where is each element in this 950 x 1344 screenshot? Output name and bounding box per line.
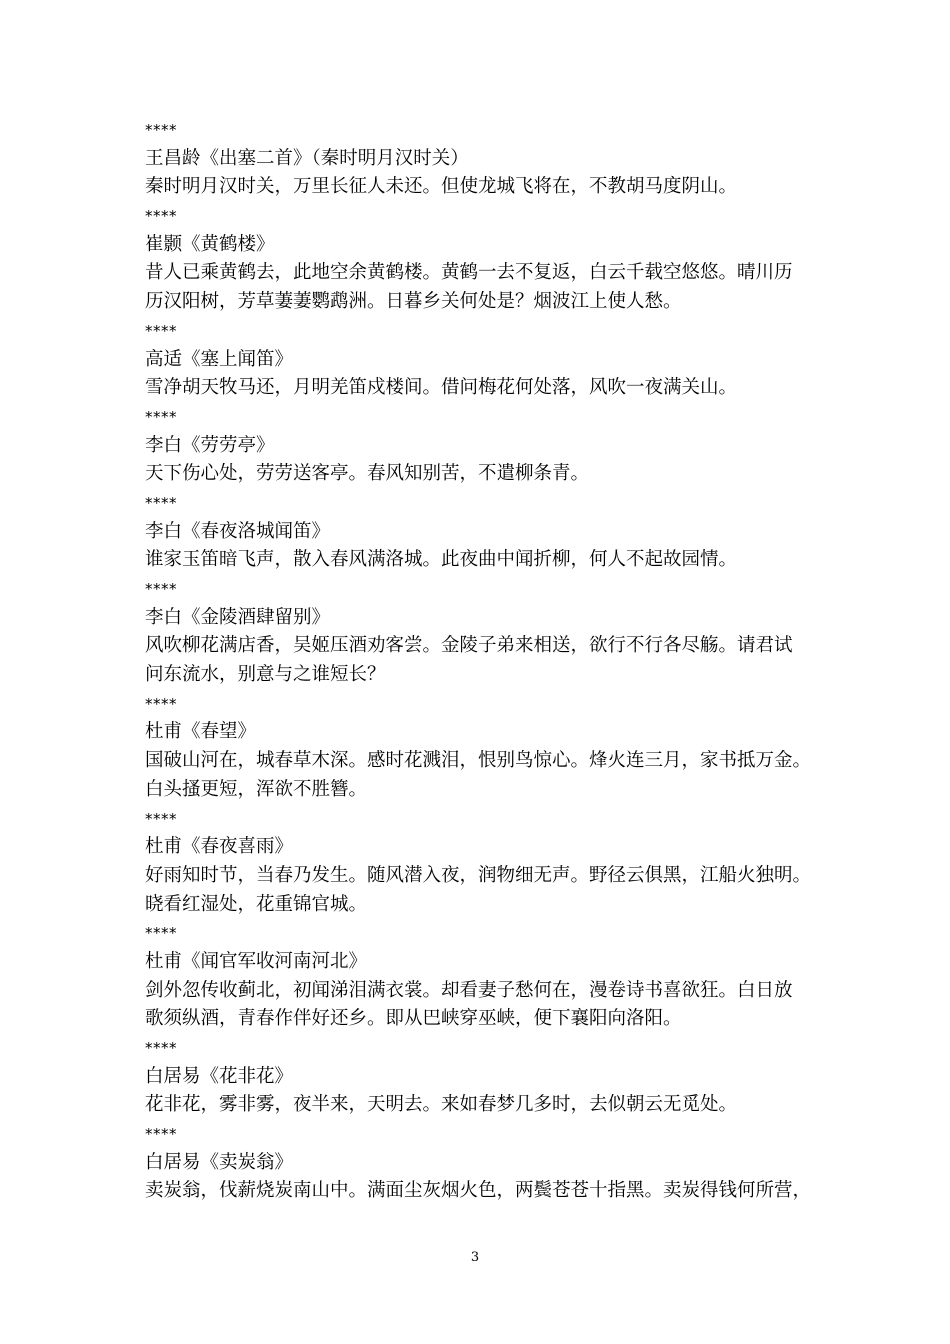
- section-separator: ****: [145, 809, 177, 828]
- poem-title: 王昌龄《出塞二首》（秦时明月汉时关）: [145, 147, 469, 169]
- poem-text-line: 风吹柳花满店香，吴姬压酒劝客尝。金陵子弟来相送，欲行不行各尽觞。请君试: [145, 635, 793, 657]
- section-separator: ****: [145, 924, 177, 943]
- poem-text-line: 好雨知时节，当春乃发生。随风潜入夜，润物细无声。野径云俱黑，江船火独明。: [145, 864, 812, 886]
- poem-title: 杜甫《春望》: [145, 721, 257, 743]
- section-separator: ****: [145, 321, 177, 340]
- poem-text-line: 谁家玉笛暗飞声，散入春风满洛城。此夜曲中闻折柳，何人不起故园情。: [145, 549, 738, 571]
- poem-text-line: 剑外忽传收蓟北，初闻涕泪满衣裳。却看妻子愁何在，漫卷诗书喜欲狂。白日放: [145, 979, 793, 1001]
- poem-text-line: 秦时明月汉时关，万里长征人未还。但使龙城飞将在，不教胡马度阴山。: [145, 176, 738, 198]
- poem-text-line: 历汉阳树，芳草萋萋鹦鹉洲。日暮乡关何处是？烟波江上使人愁。: [145, 291, 682, 313]
- poem-text-line: 问东流水，别意与之谁短长？: [145, 664, 386, 686]
- section-separator: ****: [145, 207, 177, 226]
- poem-text-line: 晓看红湿处，花重锦官城。: [145, 893, 368, 915]
- poem-text-line: 卖炭翁，伐薪烧炭南山中。满面尘灰烟火色，两鬓苍苍十指黑。卖炭得钱何所营，: [145, 1180, 812, 1202]
- poem-text-line: 花非花，雾非雾，夜半来，天明去。来如春梦几多时，去似朝云无觅处。: [145, 1094, 738, 1116]
- section-separator: ****: [145, 1125, 177, 1144]
- poem-title: 杜甫《春夜喜雨》: [145, 836, 294, 858]
- poem-text-line: 国破山河在，城春草木深。感时花溅泪，恨别鸟惊心。烽火连三月，家书抵万金。: [145, 750, 812, 772]
- poem-text-line: 昔人已乘黄鹤去，此地空余黄鹤楼。黄鹤一去不复返，白云千载空悠悠。晴川历: [145, 262, 793, 284]
- section-separator: ****: [145, 694, 177, 713]
- poem-collection: [145, 116, 825, 1206]
- poem-title: 白居易《花非花》: [145, 1065, 294, 1087]
- page-number: 3: [470, 1250, 480, 1265]
- poem-text-line: 歌须纵酒，青春作伴好还乡。即从巴峡穿巫峡，便下襄阳向洛阳。: [145, 1008, 682, 1030]
- section-separator: ****: [145, 121, 177, 139]
- poem-title: 李白《劳劳亭》: [145, 434, 275, 456]
- poem-text-line: 雪净胡天牧马还，月明羌笛戍楼间。借问梅花何处落，风吹一夜满关山。: [145, 377, 738, 399]
- poem-text-line: 白头搔更短，浑欲不胜簪。: [145, 778, 368, 800]
- section-separator: ****: [145, 407, 177, 426]
- poem-title: 李白《金陵酒肆留别》: [145, 606, 331, 628]
- section-separator: ****: [145, 580, 177, 598]
- poem-text-line: 天下伤心处，劳劳送客亭。春风知别苦，不遣柳条青。: [145, 463, 590, 485]
- poem-title: 白居易《卖炭翁》: [145, 1151, 294, 1173]
- poem-title: 崔颢《黄鹤楼》: [145, 233, 275, 255]
- section-separator: ****: [145, 1039, 177, 1057]
- poem-title: 杜甫《闻官军收河南河北》: [145, 950, 368, 972]
- poem-title: 高适《塞上闻笛》: [145, 348, 294, 370]
- poem-title: 李白《春夜洛城闻笛》: [145, 520, 331, 542]
- section-separator: ****: [145, 493, 177, 512]
